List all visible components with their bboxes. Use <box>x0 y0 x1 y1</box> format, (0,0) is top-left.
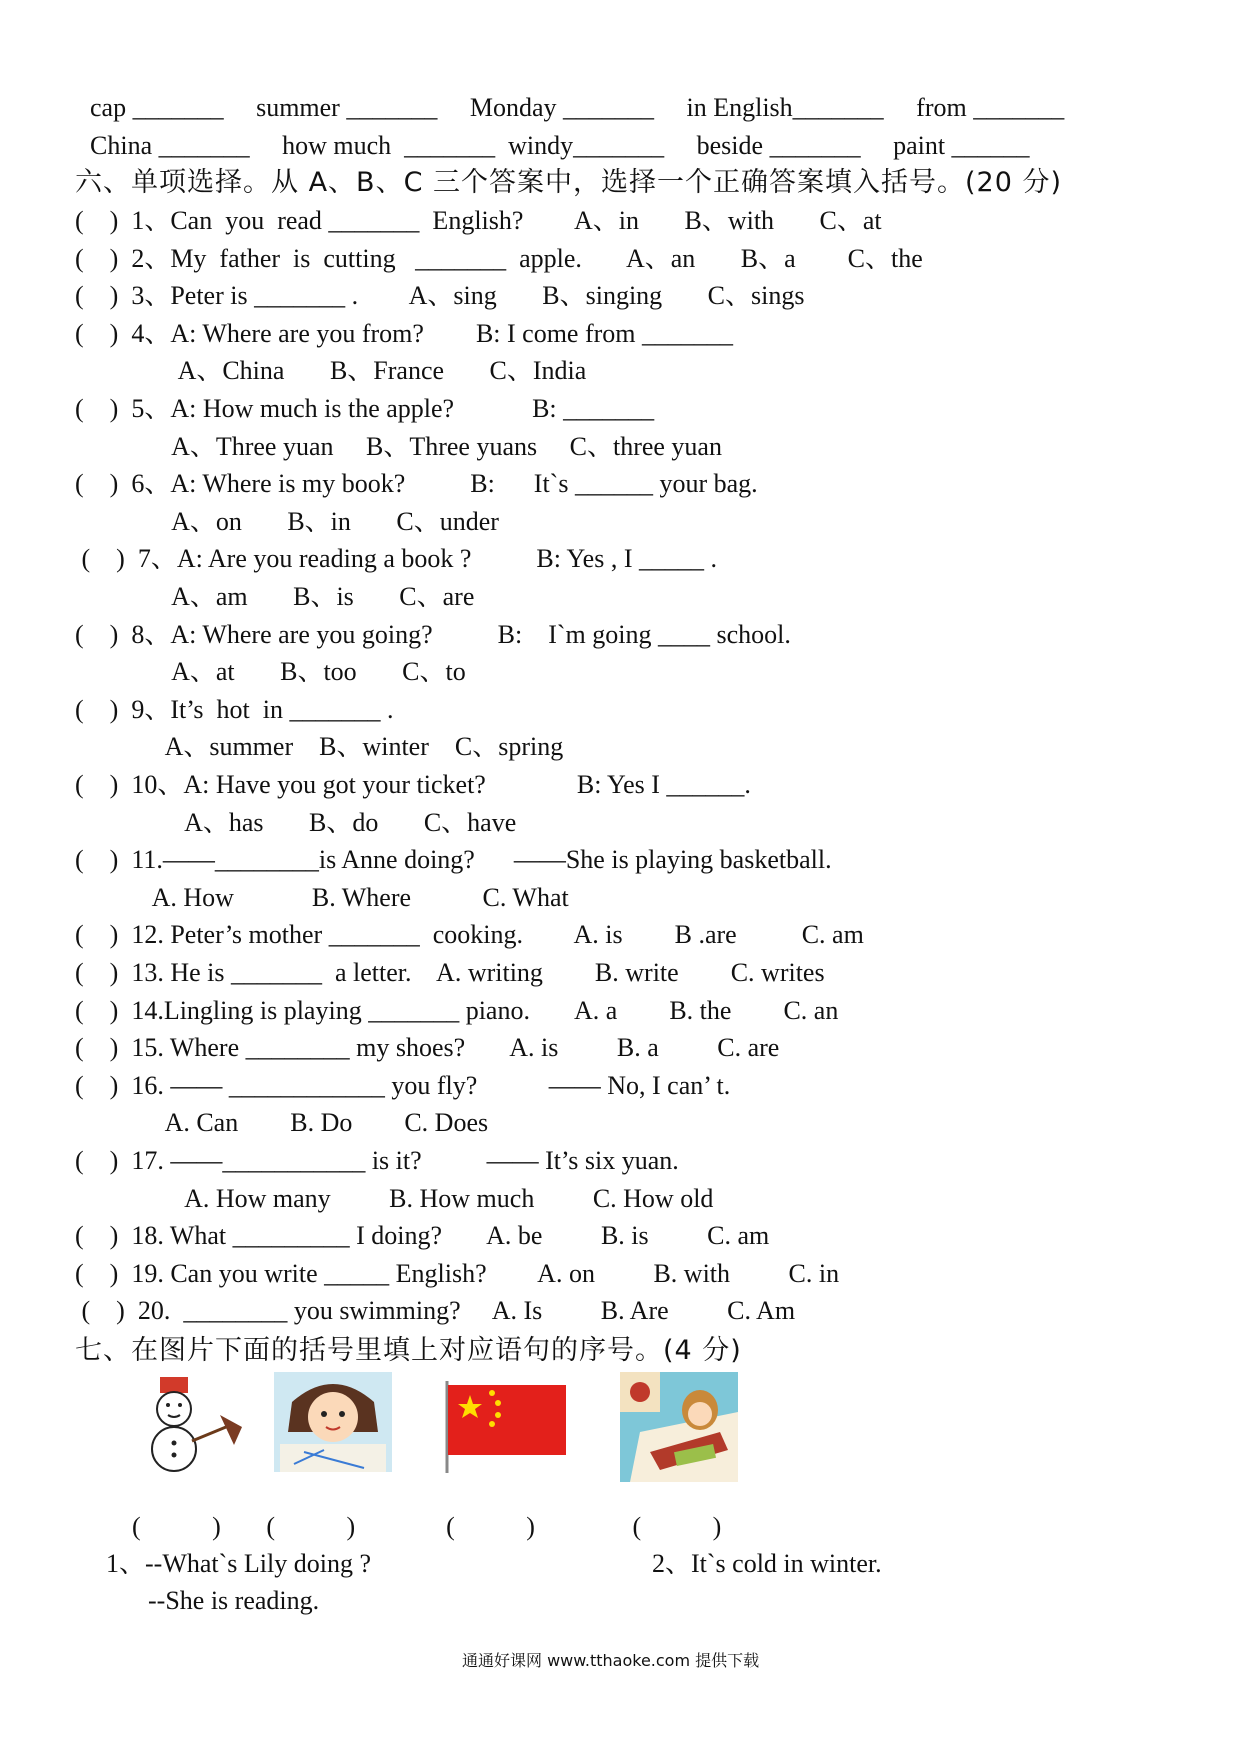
question-line: ( ) 16. —— ____________ you fly? —— No, I can’ t. <box>75 1070 731 1100</box>
question-line: ( ) 18. What _________ I doing? A. be B. is C. am <box>75 1221 770 1251</box>
footer-credit: 通通好课网 www.tthaoke.com 提供下载 <box>462 1651 760 1670</box>
sentence-2: 2、It`s cold in winter. <box>652 1549 882 1578</box>
question-line: A. How many B. How much C. How old <box>75 1183 714 1213</box>
girl-reading-picture <box>620 1372 738 1482</box>
question-line: ( ) 17. ——___________ is it? —— It’s six yuan. <box>75 1146 679 1175</box>
question-line: A. Can B. Do C. Does <box>75 1108 489 1138</box>
sentence-1-answer: --She is reading. <box>148 1586 320 1615</box>
question-line: A、summer B、winter C、spring <box>75 732 564 762</box>
question-line: ( ) 19. Can you write _____ English? A. on B. with C. in <box>75 1258 840 1288</box>
question-line: A、China B、France C、India <box>75 356 587 386</box>
vocab-row-2: China _______ how much _______ windy_______ beside _______ paint ______ <box>90 131 1030 160</box>
question-line: A、on B、in C、under <box>75 506 499 536</box>
question-line: ( ) 13. He is _______ a letter. A. writing B. write C. writes <box>75 958 825 987</box>
question-line: ( ) 3、Peter is _______ . A、sing B、singing C、sings <box>75 281 805 311</box>
question-line: A、at B、too C、to <box>75 657 466 687</box>
question-line: ( ) 15. Where ________ my shoes? A. is B. a C. are <box>75 1033 780 1063</box>
question-line: ( ) 7、A: Are you reading a book ? B: Yes , I _____ . <box>75 544 717 574</box>
snowman-picture <box>130 1375 248 1473</box>
sentence-1-question: 1、--What`s Lily doing ? <box>106 1549 371 1578</box>
question-line: ( ) 12. Peter’s mother _______ cooking. A. is B .are C. am <box>75 920 864 950</box>
question-line: ( ) 2、My father is cutting _______ apple. A、an B、a C、the <box>75 243 923 273</box>
section7-title: 七、在图片下面的括号里填上对应语句的序号。(4 分) <box>75 1335 742 1366</box>
question-line: A、am B、is C、are <box>75 582 475 611</box>
question-line: ( ) 20. ________ you swimming? A. Is B. Are C. Am <box>75 1296 796 1326</box>
question-line: ( ) 11.——________is Anne doing? ——She is playing basketball. <box>75 845 832 875</box>
question-line: ( ) 14.Lingling is playing _______ piano. A. a B. the C. an <box>75 995 839 1025</box>
girl-drawing-picture <box>274 1372 392 1472</box>
question-line: A、Three yuan B、Three yuans C、three yuan <box>75 431 722 461</box>
question-line: ( ) 1、Can you read _______ English? A、in B、with C、at <box>75 206 882 235</box>
question-line: A. How B. Where C. What <box>75 882 569 912</box>
answer-brackets: ( ) ( ) ( ) ( ) <box>132 1512 722 1541</box>
question-line: ( ) 10、A: Have you got your ticket? B: Yes I ______. <box>75 770 751 799</box>
china-flag-picture <box>442 1377 570 1475</box>
question-line: A、has B、do C、have <box>75 807 517 837</box>
section6-title: 六、单项选择。从 A、B、C 三个答案中，选择一个正确答案填入括号。(20 分) <box>75 167 1063 198</box>
vocab-row-1: cap _______ summer _______ Monday _______ in English_______ from _______ <box>90 93 1065 122</box>
question-line: ( ) 8、A: Where are you going? B: I`m going ____ school. <box>75 619 791 649</box>
question-line: ( ) 5、A: How much is the apple? B: _______ <box>75 394 655 423</box>
question-line: ( ) 9、It’s hot in _______ . <box>75 694 394 724</box>
question-line: ( ) 6、A: Where is my book? B: It`s ______ your bag. <box>75 469 758 499</box>
question-line: ( ) 4、A: Where are you from? B: I come from _______ <box>75 318 734 348</box>
